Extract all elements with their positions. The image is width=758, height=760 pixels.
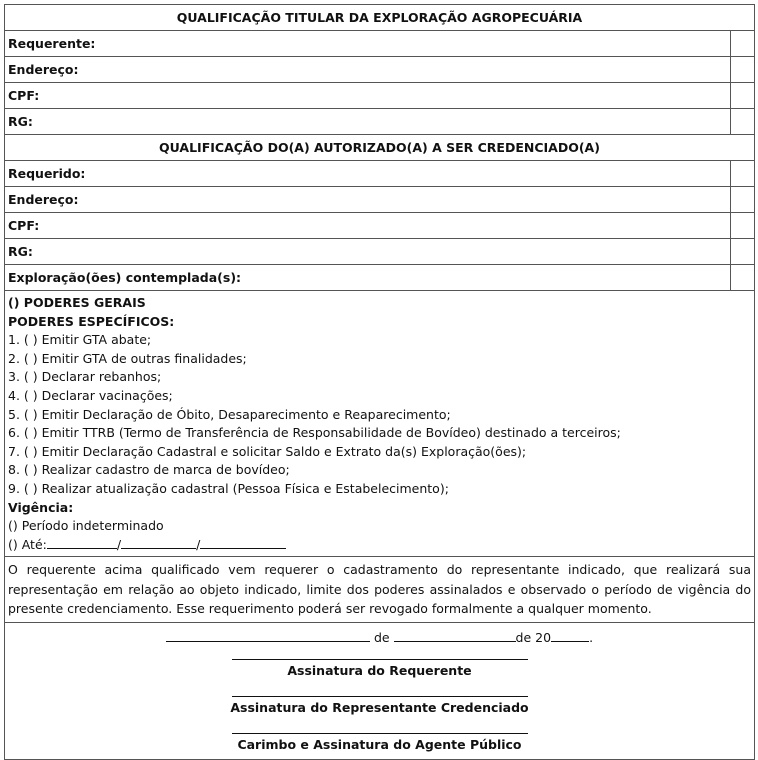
requester-signature <box>5 659 754 682</box>
credential-form <box>4 4 755 760</box>
field-value-cell[interactable] <box>730 265 754 290</box>
powers-section <box>5 291 754 557</box>
general-powers-option[interactable]: () PODERES GERAIS <box>8 295 146 310</box>
section2-title: QUALIFICAÇÃO DO(A) AUTORIZADO(A) A SER CREDENCIADO(A) <box>5 135 754 161</box>
date-year-blank[interactable] <box>200 536 286 549</box>
agent-signature-label: Carimbo e Assinatura do Agente Público <box>237 736 522 752</box>
field-value-cell[interactable] <box>730 213 754 238</box>
field-requerente <box>5 31 754 57</box>
representative-signature <box>5 696 754 719</box>
field-label: RG: <box>8 114 33 129</box>
date-de-text: de <box>373 629 390 645</box>
field-label: Endereço: <box>8 62 79 77</box>
place-blank[interactable] <box>166 629 370 642</box>
field-value-cell[interactable] <box>730 187 754 212</box>
field-value-cell[interactable] <box>730 239 754 264</box>
field-label: CPF: <box>8 218 40 233</box>
date-month-blank[interactable] <box>121 536 196 549</box>
field-cpf <box>5 83 754 109</box>
field-endereco-2 <box>5 187 754 213</box>
field-label: Exploração(ões) contemplada(s): <box>8 270 242 285</box>
power-item[interactable]: 6. ( ) Emitir TTRB (Termo de Transferência de Responsabilidade de Bovídeo) destinado a terceiros; <box>8 425 621 441</box>
validity-indeterminate-option[interactable]: () Período indeterminado <box>8 518 164 534</box>
power-item[interactable]: 9. ( ) Realizar atualização cadastral (Pessoa Física e Estabelecimento); <box>8 480 449 496</box>
section1-title: QUALIFICAÇÃO TITULAR DA EXPLORAÇÃO AGROPECUÁRIA <box>5 5 754 31</box>
specific-powers-title: PODERES ESPECÍFICOS: <box>8 313 175 329</box>
power-item[interactable]: 5. ( ) Emitir Declaração de Óbito, Desaparecimento e Reaparecimento; <box>8 406 451 422</box>
place-date-line <box>5 629 754 647</box>
power-item[interactable]: 4. ( ) Declarar vacinações; <box>8 387 173 403</box>
power-item[interactable]: 3. ( ) Declarar rebanhos; <box>8 369 162 385</box>
field-endereco <box>5 57 754 83</box>
field-value-cell[interactable] <box>730 109 754 134</box>
field-value-cell[interactable] <box>730 31 754 56</box>
power-item[interactable]: 1. ( ) Emitir GTA abate; <box>8 332 152 348</box>
field-value-cell[interactable] <box>730 83 754 108</box>
date-day-blank[interactable] <box>47 536 117 549</box>
requester-signature-label: Assinatura do Requerente <box>287 662 472 678</box>
field-cpf-2 <box>5 213 754 239</box>
field-rg-2 <box>5 239 754 265</box>
field-label: Requerido: <box>8 166 86 181</box>
year-blank[interactable] <box>551 629 589 642</box>
signature-section <box>5 623 754 759</box>
validity-until-label: () Até: <box>8 536 47 552</box>
date-end-text: . <box>589 629 594 645</box>
field-label: Requerente: <box>8 36 96 51</box>
field-label: CPF: <box>8 88 40 103</box>
date-de-year-text: de 20 <box>515 629 552 645</box>
agent-signature <box>5 733 754 756</box>
power-item[interactable]: 7. ( ) Emitir Declaração Cadastral e solicitar Saldo e Extrato da(s) Exploração(ões); <box>8 443 527 459</box>
field-rg <box>5 109 754 135</box>
field-value-cell[interactable] <box>730 57 754 82</box>
power-item[interactable]: 2. ( ) Emitir GTA de outras finalidades; <box>8 350 247 366</box>
date-separator: / <box>116 536 122 552</box>
field-label: RG: <box>8 244 33 259</box>
day-month-blank[interactable] <box>394 629 516 642</box>
field-label: Endereço: <box>8 192 79 207</box>
field-requerido <box>5 161 754 187</box>
power-item[interactable]: 8. ( ) Realizar cadastro de marca de bovídeo; <box>8 462 290 478</box>
validity-title: Vigência: <box>8 499 74 515</box>
field-exploracoes <box>5 265 754 291</box>
declaration-text: O requerente acima qualificado vem requerer o cadastramento do representante indicado, que realizará sua representação em relação ao objeto indicado, limite dos poderes assinalados e observado o período de vigência do presente credenciamento. Esse requerimento poderá ser revogado formalmente a qualquer momento. <box>5 557 754 623</box>
representative-signature-label: Assinatura do Representante Credenciado <box>230 699 529 715</box>
field-value-cell[interactable] <box>730 161 754 186</box>
date-separator: / <box>196 536 201 552</box>
validity-until-option[interactable] <box>8 536 751 555</box>
